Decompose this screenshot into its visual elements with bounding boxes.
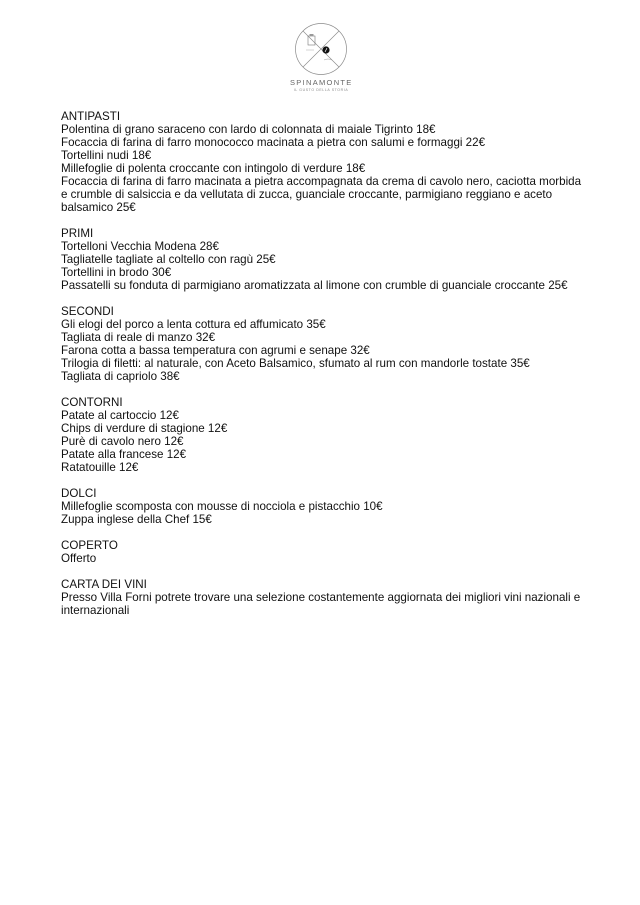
section-primi <box>61 227 586 292</box>
section-title: PRIMI <box>61 227 94 240</box>
menu-item: Tagliatelle tagliate al coltello con ragù 25€ <box>61 253 276 266</box>
menu-item: Tagliata di capriolo 38€ <box>61 370 180 383</box>
menu-item: Millefoglie scomposta con mousse di nocciola e pistacchio 10€ <box>61 500 383 513</box>
logo-tagline: IL GUSTO DELLA STORIA <box>293 88 349 92</box>
section-dolci <box>61 487 586 526</box>
menu-item: Purè di cavolo nero 12€ <box>61 435 184 448</box>
section-title: DOLCI <box>61 487 97 500</box>
section-antipasti <box>61 110 586 214</box>
menu-item: Tortellini nudi 18€ <box>61 149 152 162</box>
logo-name: SPINAMONTE <box>290 78 353 87</box>
section-title: CONTORNI <box>61 396 123 409</box>
menu-item: Tortelloni Vecchia Modena 28€ <box>61 240 219 253</box>
menu-content <box>61 110 586 630</box>
menu-item: Zuppa inglese della Chef 15€ <box>61 513 212 526</box>
menu-item: Tortellini in brodo 30€ <box>61 266 172 279</box>
menu-item: Gli elogi del porco a lenta cottura ed affumicato 35€ <box>61 318 326 331</box>
menu-item: Focaccia di farina di farro monococco macinata a pietra con salumi e formaggi 22€ <box>61 136 486 149</box>
menu-item: Patate alla francese 12€ <box>61 448 187 461</box>
menu-item: Millefoglie di polenta croccante con intingolo di verdure 18€ <box>61 162 366 175</box>
section-title: ANTIPASTI <box>61 110 121 123</box>
menu-item: Offerto <box>61 552 97 565</box>
menu-item: Ratatouille 12€ <box>61 461 139 474</box>
menu-item: Chips di verdure di stagione 12€ <box>61 422 228 435</box>
menu-item: Tagliata di reale di manzo 32€ <box>61 331 216 344</box>
menu-item: Trilogia di filetti: al naturale, con Aceto Balsamico, sfumato al rum con mandorle tostate 35€ <box>61 357 530 370</box>
section-title: CARTA DEI VINI <box>61 578 147 591</box>
section-title: SECONDI <box>61 305 114 318</box>
menu-item: Passatelli su fonduta di parmigiano aromatizzata al limone con crumble di guanciale croccante 25€ <box>61 279 568 292</box>
section-coperto <box>61 539 586 565</box>
menu-item: Patate al cartoccio 12€ <box>61 409 179 422</box>
menu-item: Presso Villa Forni potrete trovare una selezione costantemente aggiornata dei migliori vini nazionali e internazionali <box>61 591 581 617</box>
section-carta-dei-vini <box>61 578 586 617</box>
menu-item: Polentina di grano saraceno con lardo di colonnata di maiale Tigrinto 18€ <box>61 123 436 136</box>
section-secondi <box>61 305 586 383</box>
section-title: COPERTO <box>61 539 118 552</box>
menu-item: Focaccia di farina di farro macinata a pietra accompagnata da crema di cavolo nero, caciotta morbida e crumble di salsiccia e da vellutata di zucca, guanciale croccante, parmigiano reggiano e aceto balsamico 25€ <box>61 175 582 214</box>
restaurant-logo <box>290 22 352 92</box>
section-contorni <box>61 396 586 474</box>
menu-item: Farona cotta a bassa temperatura con agrumi e senape 32€ <box>61 344 370 357</box>
logo-emblem-icon <box>294 22 348 76</box>
